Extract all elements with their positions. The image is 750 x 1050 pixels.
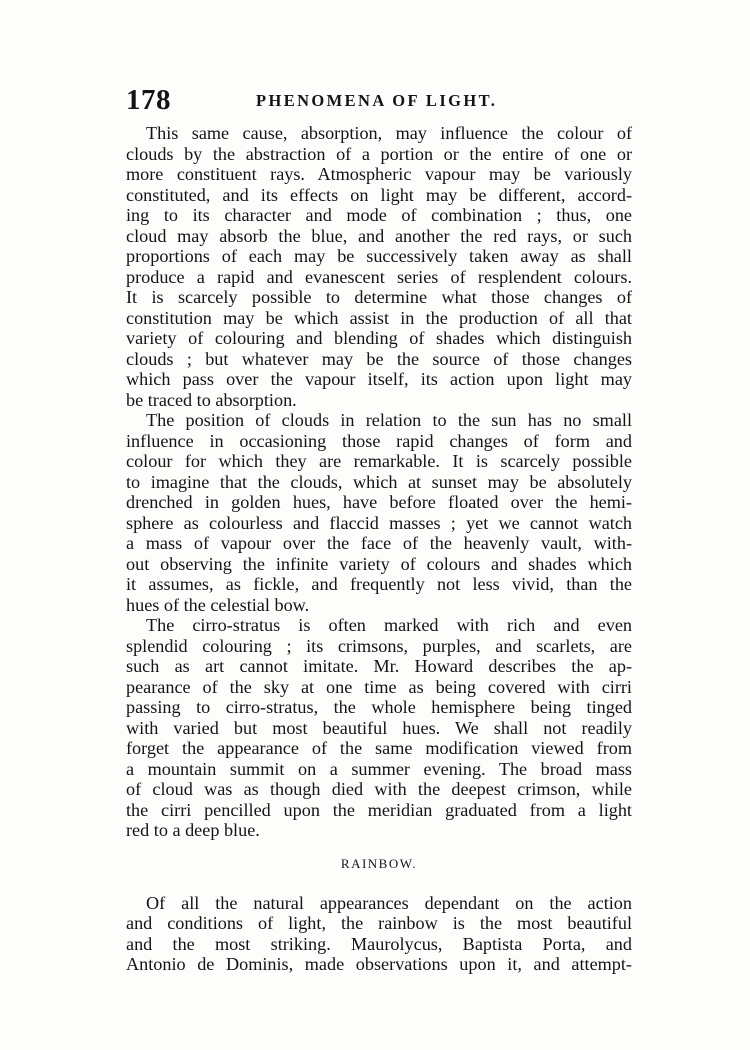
text-line: to imagine that the clouds, which at sunset may be absolutely	[126, 471, 632, 492]
text-line: Antonio de Dominis, made observations upon it, and attempt-	[126, 954, 632, 974]
text-line: clouds by the abstraction of a portion or the entire of one or	[126, 143, 632, 164]
text-line: out observing the infinite variety of colours and shades which	[126, 553, 632, 574]
text-line: Of all the natural appearances dependant on the action	[146, 892, 632, 913]
text-line: proportions of each may be successively taken away as shall	[126, 246, 632, 266]
text-line: passing to cirro-stratus, the whole hemisphere being tinged	[126, 697, 632, 717]
section-heading: RAINBOW.	[340, 855, 418, 871]
text-line: The position of clouds in relation to the sun has no small	[146, 410, 632, 430]
text-line: a mountain summit on a summer evening. The broad mass	[126, 758, 632, 779]
body-text	[126, 123, 632, 975]
text-line: and the most striking. Maurolycus, Baptista Porta, and	[126, 933, 632, 954]
text-line: This same cause, absorption, may influence the colour of	[146, 123, 632, 143]
text-line: and conditions of light, the rainbow is the most beautiful	[126, 913, 632, 933]
text-line: the cirri pencilled upon the meridian graduated from a light	[126, 799, 632, 820]
text-line: with varied but most beautiful hues. We shall not readily	[126, 717, 632, 738]
paragraph	[126, 893, 632, 975]
text-line: such as art cannot imitate. Mr. Howard describes the ap-	[126, 656, 632, 676]
text-line: sphere as colourless and flaccid masses ; yet we cannot watch	[126, 512, 632, 533]
paragraph	[126, 123, 632, 410]
text-line: more constituent rays. Atmospheric vapour may be variously	[126, 164, 632, 184]
text-line: it assumes, as fickle, and frequently not less vivid, than the	[126, 574, 632, 594]
text-line: clouds ; but whatever may be the source of those changes	[126, 348, 632, 369]
text-line: influence in occasioning those rapid changes of form and	[126, 430, 632, 451]
text-line: produce a rapid and evanescent series of resplendent colours.	[126, 266, 632, 287]
text-line: a mass of vapour over the face of the heavenly vault, with-	[126, 533, 632, 553]
text-line: It is scarcely possible to determine what those changes of	[126, 287, 632, 307]
text-line: forget the appearance of the same modification viewed from	[126, 738, 632, 758]
paragraph	[126, 410, 632, 615]
text-line: red to a deep blue.	[126, 820, 260, 840]
text-line: constitution may be which assist in the production of all that	[126, 307, 632, 328]
text-line: cloud may absorb the blue, and another the red rays, or such	[126, 225, 632, 246]
text-line: ing to its character and mode of combination ; thus, one	[126, 205, 632, 225]
running-head	[126, 80, 630, 120]
paragraph	[126, 615, 632, 841]
running-title: PHENOMENA OF LIGHT.	[256, 91, 498, 110]
text-line: splendid colouring ; its crimsons, purples, and scarlets, are	[126, 635, 632, 656]
text-line: variety of colouring and blending of shades which distinguish	[126, 328, 632, 348]
text-line: constituted, and its effects on light may be different, accord-	[126, 184, 632, 205]
text-line: hues of the celestial bow.	[126, 594, 310, 615]
text-line: colour for which they are remarkable. It is scarcely possible	[126, 451, 632, 471]
text-line: pearance of the sky at one time as being covered with cirri	[126, 676, 632, 697]
text-line: The cirro-stratus is often marked with rich and even	[146, 615, 632, 635]
text-line: be traced to absorption.	[126, 389, 297, 410]
text-line: drenched in golden hues, have before floated over the hemi-	[126, 492, 632, 512]
text-line: of cloud was as though died with the deepest crimson, while	[126, 779, 632, 799]
page-number: 178	[126, 84, 171, 116]
text-line: which pass over the vapour itself, its action upon light may	[126, 369, 632, 389]
